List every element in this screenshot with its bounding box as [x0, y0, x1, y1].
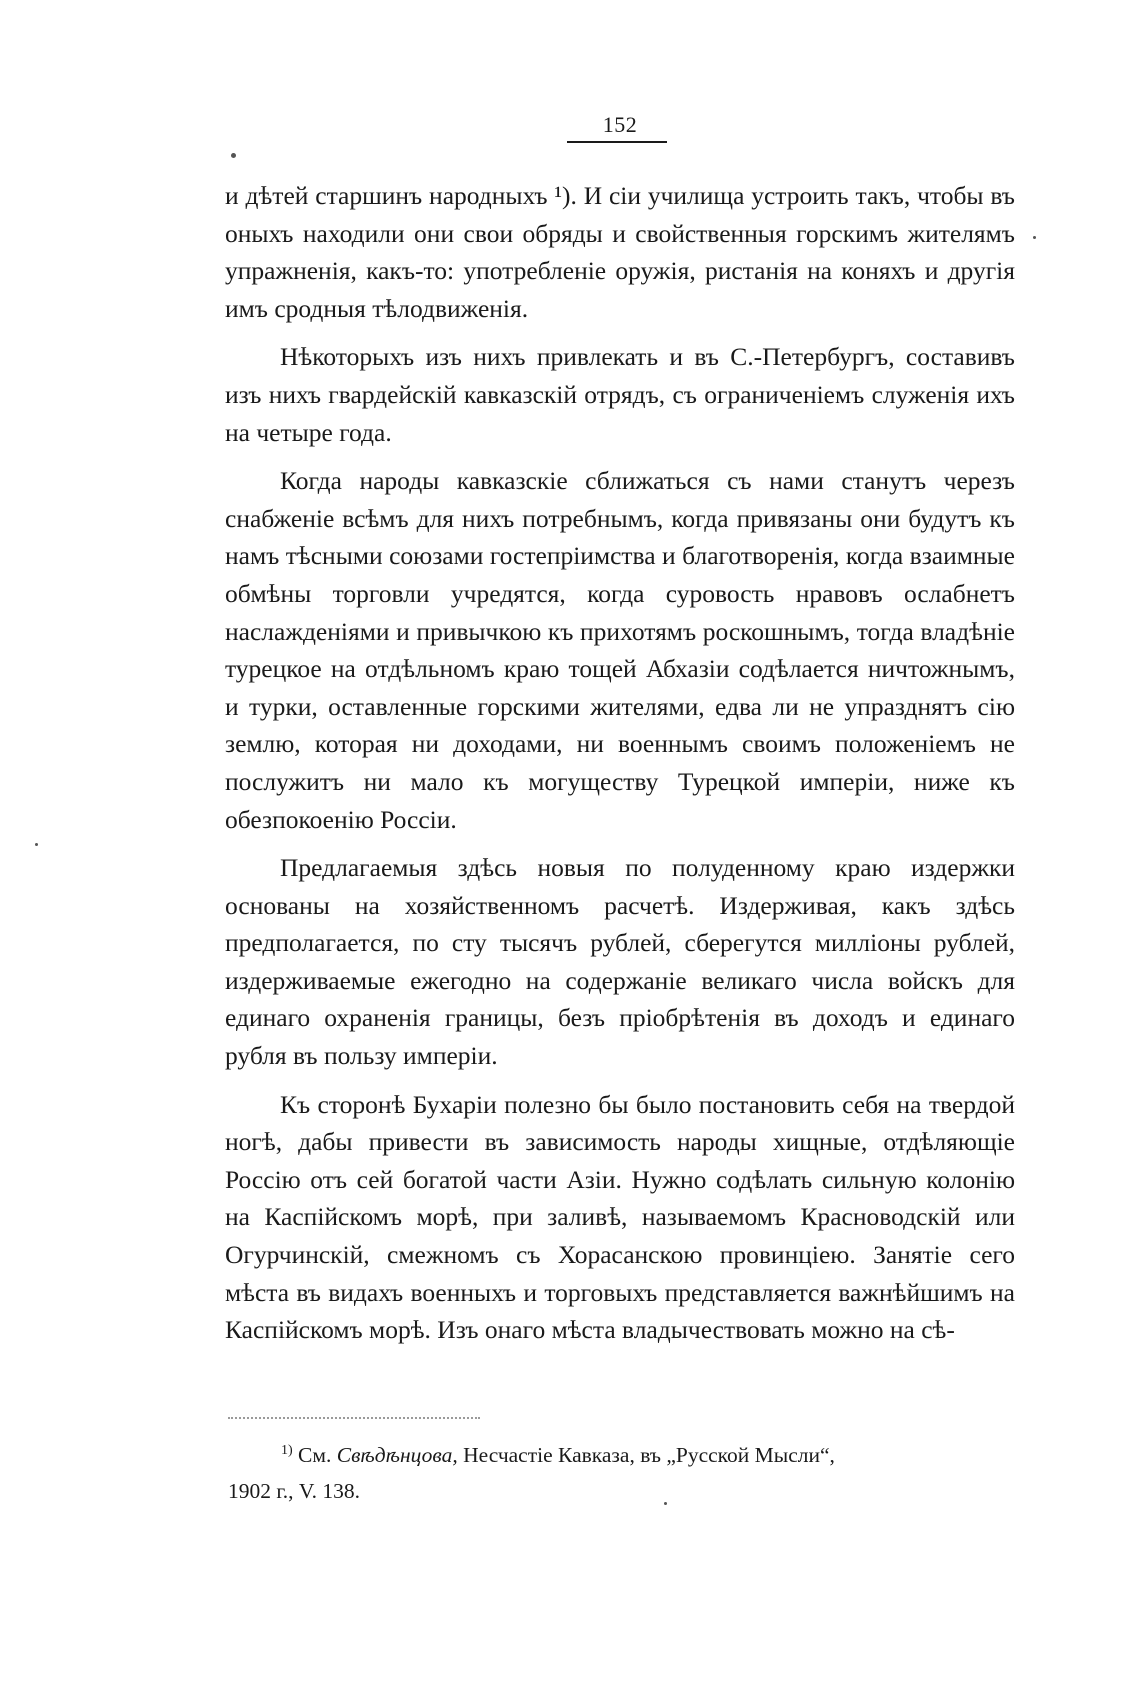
scan-speck: [1033, 236, 1036, 239]
paragraph-2: Нѣкоторыхъ изъ нихъ привлекать и въ С.-Петербургъ, составивъ изъ нихъ гвардейскій кавказскій отрядъ, съ ограниченіемъ служенія ихъ на четыре года.: [225, 342, 1015, 447]
page-number: 152: [602, 112, 638, 137]
paragraph-4: Предлагаемыя здѣсь новыя по полуденному краю издержки основаны на хозяйственномъ расчетѣ. Издерживая, какъ здѣсь предполагается, по сту тысячъ рублей, сберегутся милліоны рублей, издерживаемые ежегодно на содержаніе великаго числа войскъ для единаго охраненія границы, безъ пріобрѣтенія въ доходъ и единаго рубля въ пользу имперіи.: [225, 853, 1015, 1071]
footnote-line-1: [228, 1437, 1028, 1473]
body-text: [225, 177, 1015, 1360]
footnote-marker: 1): [281, 1442, 293, 1458]
scan-speck: [231, 153, 236, 158]
footnote-title: Несчастіе Кавказа, въ „Русской Мысли“,: [463, 1443, 835, 1467]
footnote-prefix: См.: [298, 1443, 332, 1467]
paragraph-3: Когда народы кавказскіе сближаться съ нами станутъ черезъ снабженіе всѣмъ для нихъ потребнымъ, когда привязаны они будутъ къ намъ тѣсными союзами гостепріимства и благотворенія, когда взаимные обмѣны торговли учредятся, когда суровость нравовъ ослабнетъ наслажденіями и привычкою къ прихотямъ роскошнымъ, тогда владѣніе турецкое на отдѣльномъ краю тощей Абхазіи содѣлается ничтожнымъ, и турки, оставленные горскими жителями, едва ли не упразднятъ сію землю, которая ни доходами, ни военнымъ своимъ положеніемъ не послужитъ ни мало къ могуществу Турецкой имперіи, ниже къ обезпокоенію Россіи.: [225, 466, 1015, 834]
scan-speck: [664, 1502, 667, 1505]
paragraph-1: и дѣтей старшинъ народныхъ ¹). И сіи училища устроить такъ, чтобы въ оныхъ находили они свои обряды и свойственныя горскимъ жителямъ упражненія, какъ-то: употребленіе оружія, ристанія на коняхъ и другія имъ сродныя тѣлодвиженія.: [225, 181, 1015, 323]
scan-speck: [35, 843, 38, 846]
footnote: [228, 1437, 1028, 1509]
footnote-separator: [228, 1417, 480, 1419]
page-number-rule: [567, 141, 667, 143]
paragraph-5: Къ сторонѣ Бухаріи полезно бы было постановить себя на твердой ногѣ, дабы привести въ зависимость народы хищные, отдѣляющіе Россію отъ сей богатой части Азіи. Нужно содѣлать сильную колонію на Каспійскомъ морѣ, при заливѣ, называемомъ Красноводскій или Огурчинскій, смежномъ съ Хорасанскою провинціею. Занятіе сего мѣста въ видахъ военныхъ и торговыхъ представляется важнѣйшимъ на Каспійскомъ морѣ. Изъ онаго мѣста владычествовать можно на сѣ-: [225, 1089, 1015, 1345]
footnote-line-2: 1902 г., V. 138.: [228, 1479, 361, 1503]
footnote-author: Свѣдѣнцова,: [336, 1443, 458, 1467]
